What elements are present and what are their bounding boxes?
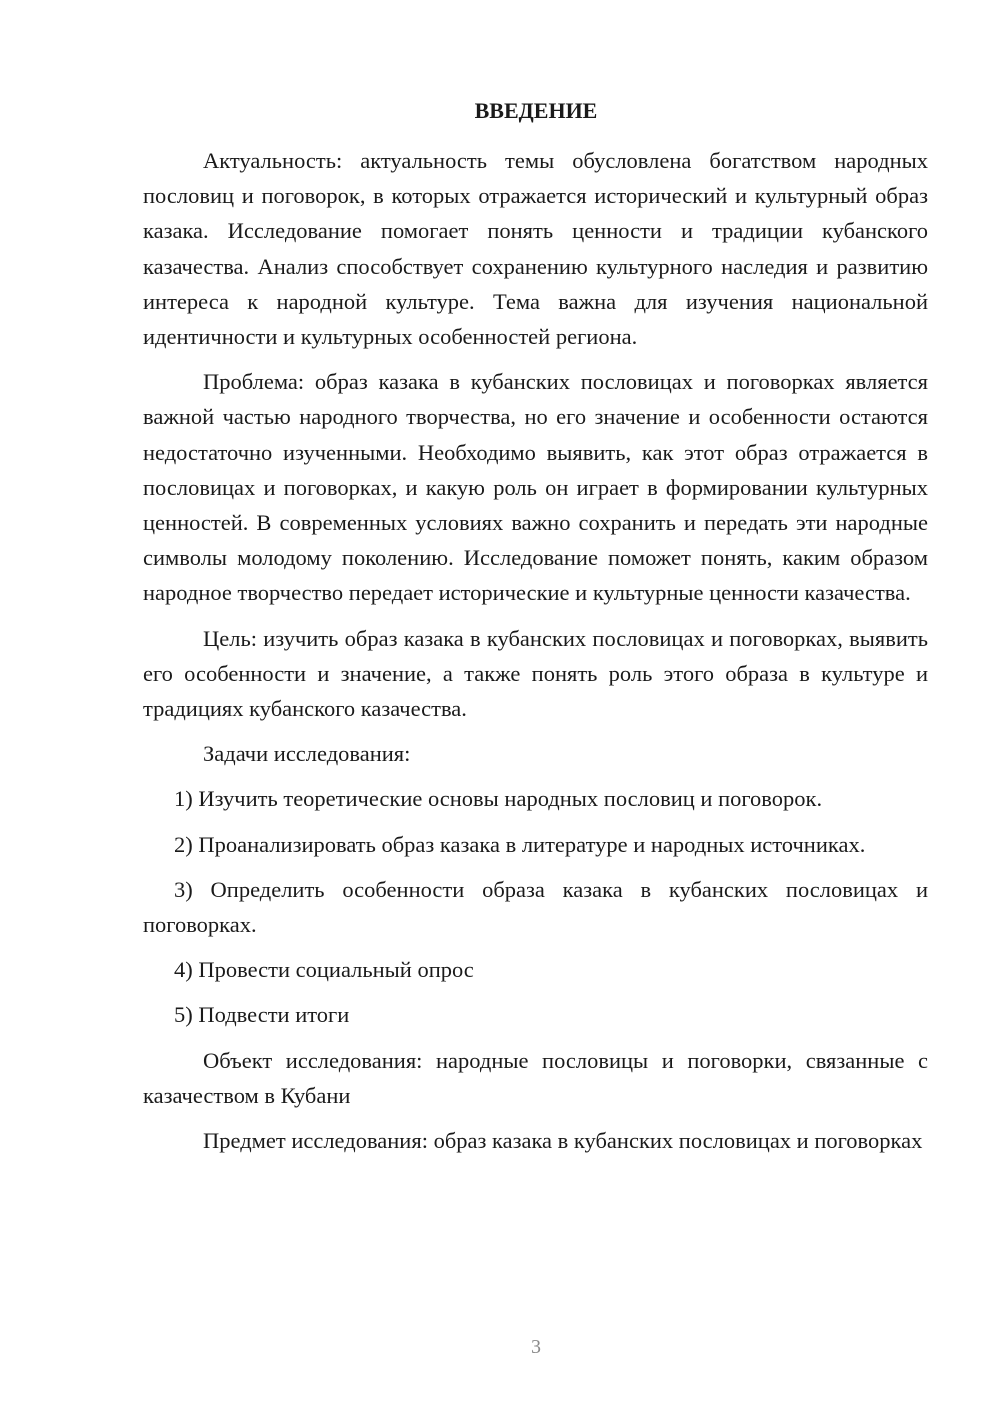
list-item-task-1: 1) Изучить теоретические основы народных пословиц и поговорок. [174,786,823,812]
tasks-heading: Задачи исследования: [203,741,411,767]
list-item-task-3: 3) Определить особенности образа казака в кубанских пословицах и поговорках. [143,876,928,938]
list-item-task-2: 2) Проанализировать образ казака в литературе и народных источниках. [174,831,866,857]
page-title: ВВЕДЕНИЕ [474,98,598,123]
paragraph-goal: Цель: изучить образ казака в кубанских пословицах и поговорках, выявить его особенности и значение, а также понять роль этого образа в культуре и традициях кубанского казачества. [143,625,928,722]
paragraph-relevance: Актуальность: актуальность темы обусловлена богатством народных пословиц и поговорок, в которых отражается исторический и культурный образ казака. Исследование помогает понять ценности и традиции кубанского казачества. Анализ способствует сохранению культурного наследия и развитию интереса к народной культуре. Тема важна для изучения национальной идентичности и культурных особенностей региона. [143,148,928,350]
paragraph-problem: Проблема: образ казака в кубанских пословицах и поговорках является важной частью народного творчества, но его значение и особенности остаются недостаточно изученными. Необходимо выявить, как этот образ отражается в пословицах и поговорках, и какую роль он играет в формировании культурных ценностей. В современных условиях важно сохранить и передать эти народные символы молодому поколению. Исследование поможет понять, каким образом народное творчество передает исторические и культурные ценности казачества. [143,369,928,606]
page-number: 3 [531,1336,541,1358]
list-item-task-4: 4) Провести социальный опрос [174,957,474,983]
list-item-task-5: 5) Подвести итоги [174,1002,350,1028]
paragraph-object: Объект исследования: народные пословицы и поговорки, связанные с казачеством в Кубани [143,1047,928,1108]
document-body [143,143,928,1158]
paragraph-subject: Предмет исследования: образ казака в кубанских пословицах и поговорках [203,1128,923,1154]
